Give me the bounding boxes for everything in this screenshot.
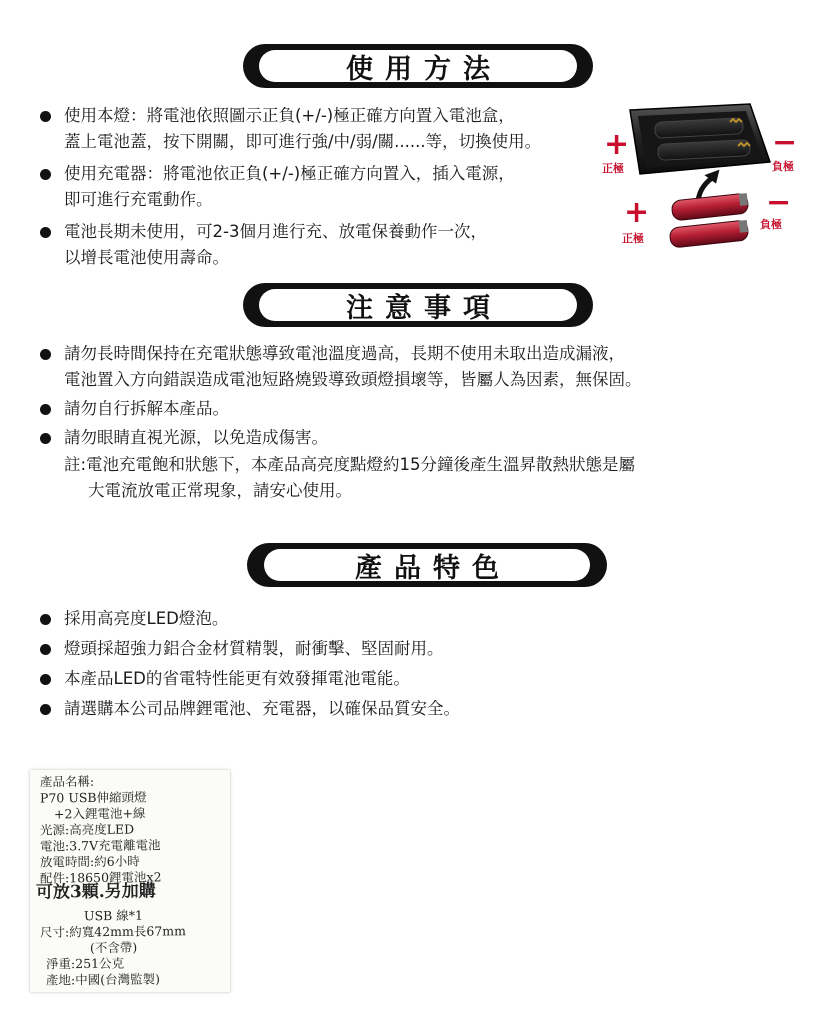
usage-item: 電池長期未使用，可2-3個月進行充、放電保養動作一次， 以增長電池使用壽命。 xyxy=(38,219,541,271)
notice-item: 請勿自行拆解本產品。 xyxy=(38,396,642,422)
feature-item: 請選購本公司品牌鋰電池、充電器，以確保品質安全。 xyxy=(38,696,460,722)
feature-item: 本產品LED的省電特性能更有效發揮電池電能。 xyxy=(38,666,460,692)
feature-item: 燈頭採超強力鋁合金材質精製，耐衝擊、堅固耐用。 xyxy=(38,636,460,662)
features-list xyxy=(38,606,460,722)
plus-sign-bottom: + xyxy=(624,195,650,230)
minus-sign-top: − xyxy=(772,125,798,160)
notice-heading: 注意事項 xyxy=(259,289,577,321)
battery-diagram xyxy=(600,102,810,262)
bullet-icon xyxy=(40,704,51,715)
usage-heading: 使用方法 xyxy=(259,50,577,82)
tag-line: 淨重:251公克 xyxy=(45,955,125,972)
tag-line: (不含帶) xyxy=(89,939,138,956)
tag-line: P70 USB伸縮頭燈 xyxy=(39,789,147,806)
tag-line: 配件:18650鋰電池x2 xyxy=(39,869,162,886)
bullet-icon xyxy=(40,614,51,625)
bullet-icon xyxy=(40,111,51,122)
usage-heading-banner xyxy=(243,44,593,88)
features-heading: 產品特色 xyxy=(264,549,590,581)
notice-item: 請勿長時間保持在充電狀態導致電池溫度過高，長期不使用未取出造成漏液， 電池置入方向錯誤造成電池短路燒毀導致頭燈損壞等，皆屬人為因素，無保固。 xyxy=(38,341,642,393)
tag-handwritten-note: 可放3顆.另加購 xyxy=(35,881,156,903)
product-info-tag xyxy=(30,770,230,992)
positive-label-bottom: 正極 xyxy=(622,232,644,245)
feature-item: 採用高亮度LED燈泡。 xyxy=(38,606,460,632)
usage-item: 使用本燈：將電池依照圖示正負(+/-)極正確方向置入電池盒， 蓋上電池蓋，按下開關，即可進行強/中/弱/關......等，切換使用。 xyxy=(38,103,541,155)
notice-item: 請勿眼睛直視光源，以免造成傷害。 xyxy=(38,425,642,451)
bullet-icon xyxy=(40,169,51,180)
negative-label-bottom: 負極 xyxy=(760,218,782,231)
minus-sign-bottom: − xyxy=(766,185,792,220)
notice-list xyxy=(38,341,642,451)
notice-note-line1: 註:電池充電飽和狀態下，本產品高亮度點燈約15分鐘後產生溫昇散熱狀態是屬 xyxy=(64,455,636,474)
tag-line: 產品名稱: xyxy=(39,773,95,790)
tag-line: 電池:3.7V充電離電池 xyxy=(39,837,161,854)
tag-line: 光源:高亮度LED xyxy=(39,821,135,838)
bullet-icon xyxy=(40,644,51,655)
tag-line: USB 線*1 xyxy=(83,907,144,924)
features-heading-banner xyxy=(247,543,607,587)
notice-heading-banner xyxy=(243,283,593,327)
usage-list xyxy=(38,103,541,271)
tag-line: 產地:中國(台灣監製) xyxy=(45,971,161,988)
negative-label-top: 負極 xyxy=(772,160,794,173)
tag-line: 尺寸:約寬42mm長67mm xyxy=(39,923,187,940)
notice-note-line2: 大電流放電正常現象，請安心使用。 xyxy=(88,481,352,500)
bullet-icon xyxy=(40,674,51,685)
bullet-icon xyxy=(40,227,51,238)
bullet-icon xyxy=(40,349,51,360)
usage-item: 使用充電器：將電池依正負(+/-)極正確方向置入，插入電源， 即可進行充電動作。 xyxy=(38,161,541,213)
bullet-icon xyxy=(40,433,51,444)
plus-sign-top: + xyxy=(604,127,630,162)
tag-line: +2入鋰電池+線 xyxy=(53,805,146,822)
tag-line: 放電時間:約6小時 xyxy=(39,853,140,870)
bullet-icon xyxy=(40,404,51,415)
positive-label-top: 正極 xyxy=(602,162,624,175)
